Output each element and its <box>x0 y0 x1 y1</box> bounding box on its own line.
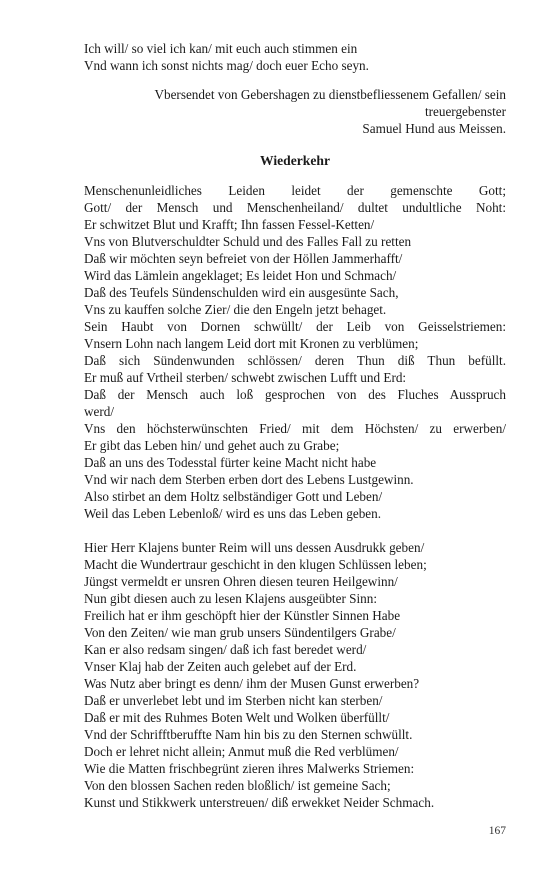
verse-line: Sein Haubt von Dornen schwüllt/ der Leib von Geisselstriemen: <box>84 319 506 334</box>
page-number: 167 <box>488 825 506 837</box>
verse-line: Hier Herr Klajens bunter Reim will uns dessen Ausdrukk geben/ <box>84 540 425 555</box>
intro-line: Vnd wann ich sonst nichts mag/ doch euer Echo seyn. <box>84 58 369 73</box>
verse-line: Kunst und Stikkwerk unterstreuen/ diß erwekket Neider Schmach. <box>84 795 435 810</box>
verse-line: Vnser Klaj hab der Zeiten auch gelebet auf der Erd. <box>84 659 357 674</box>
verse-line: Freilich hat er ihm geschöpft hier der Künstler Sinnen Habe <box>84 608 401 623</box>
verse-line: Vns zu kauffen solche Zier/ die den Engeln jetzt behaget. <box>84 302 387 317</box>
verse-line: Er gibt das Leben hin/ und gehet auch zu Grabe; <box>84 438 340 453</box>
verse-line: Von den blossen Sachen reden bloßlich/ ist gemeine Sach; <box>84 778 391 793</box>
verse-line: Kan er also redsam singen/ daß ich fast beredet werd/ <box>84 642 367 657</box>
verse-line: Macht die Wundertraur geschicht in den klugen Schlüssen leben; <box>84 557 427 572</box>
verse-line: Wie die Matten frischbegrünt zieren ihres Malwerks Striemen: <box>84 761 415 776</box>
intro-verse <box>84 40 506 74</box>
verse-line: Weil das Leben Lebenloß/ wird es uns das Leben geben. <box>84 506 382 521</box>
verse-line: Daß er unverlebet lebt und im Sterben nicht kan sterben/ <box>84 693 383 708</box>
verse-line: Was Nutz aber bringt es denn/ ihm der Musen Gunst erwerben? <box>84 676 420 691</box>
spacer <box>84 74 506 86</box>
verse-line: Daß wir möchten seyn befreiet von der Höllen Jammerhafft/ <box>84 251 403 266</box>
intro-line: Ich will/ so viel ich kan/ mit euch auch stimmen ein <box>84 41 358 56</box>
verse-line: Wird das Lämlein angeklaget; Es leidet Hon und Schmach/ <box>84 268 397 283</box>
verse-line: Daß er mit des Ruhmes Boten Welt und Wolken überfüllt/ <box>84 710 390 725</box>
verse-line: Jüngst vermeldt er unsren Ohren diesen teuren Heilgewinn/ <box>84 574 398 589</box>
verse-line: Von den Zeiten/ wie man grub unsers Sündentilgers Grabe/ <box>84 625 396 640</box>
stanza-1 <box>84 182 506 522</box>
verse-line: Daß der Mensch auch loß gesprochen von des Fluches Ausspruch <box>84 387 506 402</box>
verse-line: Menschenunleidliches Leiden leidet der gemenschte Gott; <box>84 183 506 198</box>
dedication-line: Vbersendet von Gebershagen zu dienstbefliessenem Gefallen/ sein <box>154 87 506 102</box>
dedication-line: treuergebenster <box>424 104 506 119</box>
signature: Samuel Hund aus Meissen. <box>362 121 506 136</box>
stanza-2 <box>84 539 506 811</box>
poem-title: Wiederkehr <box>260 153 330 168</box>
verse-line: Vnd wir nach dem Sterben erben dort des Lebens Lustgewinn. <box>84 472 414 487</box>
verse-line: Vns den höchsterwünschten Fried/ mit dem Höchsten/ zu erwerben/ <box>84 421 506 436</box>
verse-line: Nun gibt diesen auch zu lesen Klajens ausgeübter Sinn: <box>84 591 377 606</box>
verse-line: Er schwitzet Blut und Krafft; Ihn fassen Fessel-Ketten/ <box>84 217 375 232</box>
verse-line: Daß sich Sündenwunden schlössen/ deren Thun diß Thun befüllt. <box>84 353 506 368</box>
verse-line: Vns von Blutverschuldter Schuld und des Falles Fall zu retten <box>84 234 412 249</box>
verse-line: Vnd der Schrifftberuffte Nam hin bis zu den Sternen schwüllt. <box>84 727 413 742</box>
verse-line: Gott/ der Mensch und Menschenheiland/ dultet undultliche Noht: <box>84 200 506 215</box>
verse-line: Doch er lehret nicht allein; Anmut muß die Red verblümen/ <box>84 744 399 759</box>
verse-line: Also stirbet an dem Holtz selbständiger Gott und Leben/ <box>84 489 383 504</box>
verse-line: Er muß auf Vrtheil sterben/ schwebt zwischen Lufft und Erd: <box>84 370 407 385</box>
spacer <box>84 522 506 539</box>
verse-line: Vnsern Lohn nach langem Leid dort mit Kronen zu verblümen; <box>84 336 419 351</box>
page-body <box>84 40 506 811</box>
dedication <box>84 86 506 137</box>
verse-line: Daß des Teufels Sündenschulden wird ein ausgesünte Sach, <box>84 285 399 300</box>
verse-line: werd/ <box>84 404 115 419</box>
verse-line: Daß an uns des Todesstal fürter keine Macht nicht habe <box>84 455 377 470</box>
